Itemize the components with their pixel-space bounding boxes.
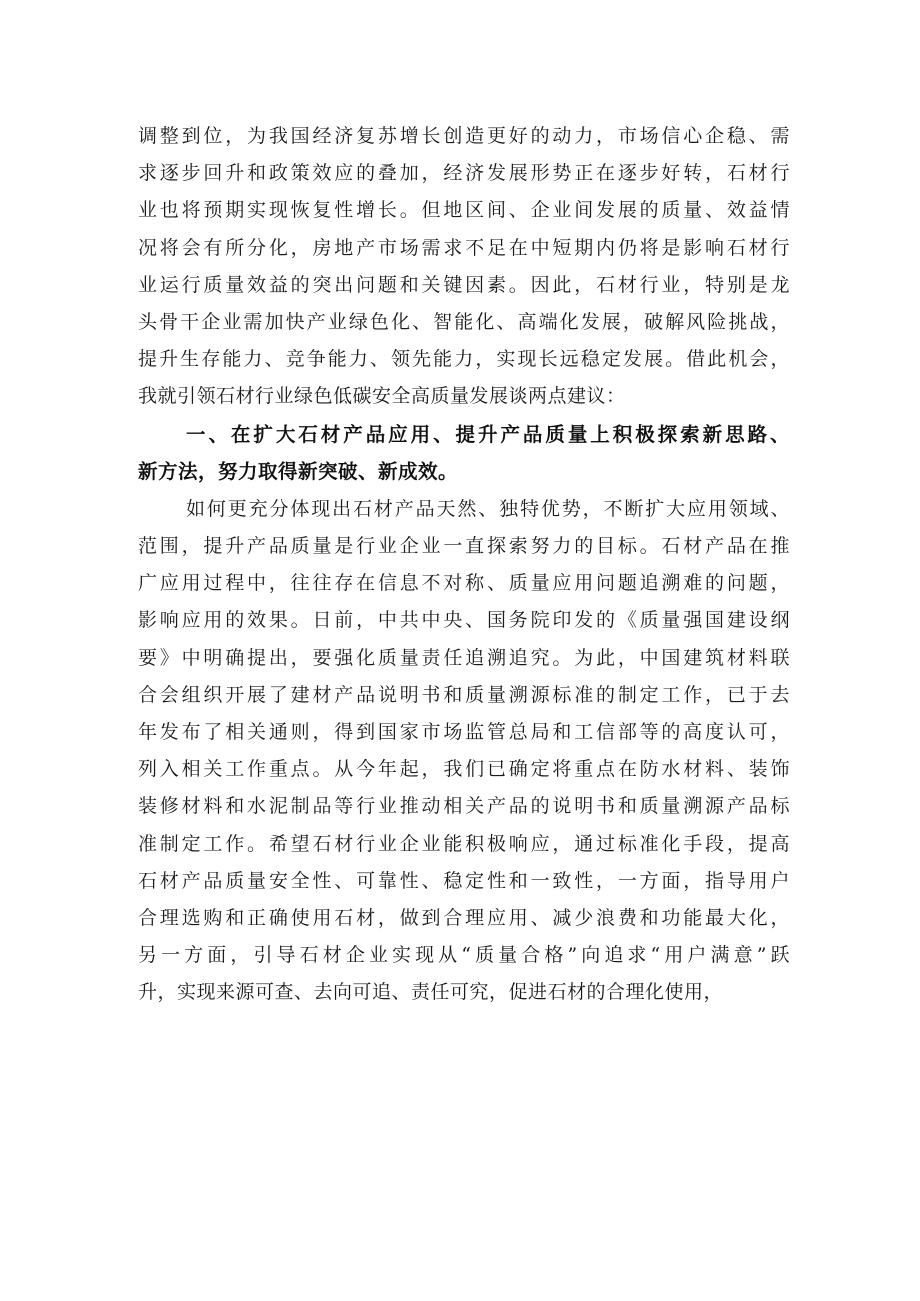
heading-line: 新方法，努力取得新突破、新成效。 (138, 459, 459, 483)
text-line: 装修材料和水泥制品等行业推动相关产品的说明书和质量溯源产品标 (138, 795, 790, 818)
text-line: 范围，提升产品质量是行业企业一直探索努力的目标。石材产品在推 (138, 535, 790, 558)
text-line: 广应用过程中，往往存在信息不对称、质量应用问题追溯难的问题， (138, 572, 790, 595)
text-line: 头骨干企业需加快产业绿色化、智能化、高端化发展，破解风险挑战， (138, 310, 790, 333)
document-body (138, 118, 790, 1012)
text-line: 况将会有所分化，房地产市场需求不足在中短期内仍将是影响石材行 (138, 236, 790, 259)
section-heading-1 (138, 416, 790, 490)
text-line: 年发布了相关通则，得到国家市场监管总局和工信部等的高度认可， (138, 721, 790, 743)
text-line: 调整到位，为我国经济复苏增长创造更好的动力，市场信心企稳、需 (138, 125, 790, 147)
paragraph-2 (138, 491, 790, 1012)
text-line: 求逐步回升和政策效应的叠加，经济发展形势正在逐步好转，石材行 (138, 162, 790, 185)
text-line: 影响应用的效果。日前，中共中央、国务院印发的《质量强国建设纲 (138, 609, 790, 632)
text-line: 另一方面，引导石材企业实现从“质量合格”向追求“用户满意”跃 (138, 944, 790, 967)
text-line: 如何更充分体现出石材产品天然、独特优势，不断扩大应用领域、 (186, 497, 790, 520)
text-line: 合理选购和正确使用石材，做到合理应用、减少浪费和功能最大化， (138, 906, 790, 929)
text-line: 提升生存能力、竞争能力、领先能力，实现长远稳定发展。借此机会， (138, 348, 790, 371)
paragraph-1 (138, 118, 790, 416)
text-line: 业运行质量效益的突出问题和关键因素。因此，石材行业，特别是龙 (138, 273, 790, 296)
text-line: 升，实现来源可查、去向可追、责任可究，促进石材的合理化使用， (138, 981, 724, 1004)
text-line: 列入相关工作重点。从今年起，我们已确定将重点在防水材料、装饰 (138, 758, 790, 781)
text-line: 准制定工作。希望石材行业企业能积极响应，通过标准化手段，提高 (138, 832, 790, 855)
text-line: 业也将预期实现恢复性增长。但地区间、企业间发展的质量、效益情 (138, 199, 790, 222)
text-line: 我就引领石材行业绿色低碳安全高质量发展谈两点建议： (138, 385, 626, 408)
text-line: 合会组织开展了建材产品说明书和质量溯源标准的制定工作，已于去 (138, 683, 790, 706)
text-line: 石材产品质量安全性、可靠性、稳定性和一致性，一方面，指导用户 (138, 869, 790, 892)
heading-line: 一、在扩大石材产品应用、提升产品质量上积极探索新思路、 (186, 422, 790, 446)
text-line: 要》中明确提出，要强化质量责任追溯追究。为此，中国建筑材料联 (138, 646, 790, 669)
